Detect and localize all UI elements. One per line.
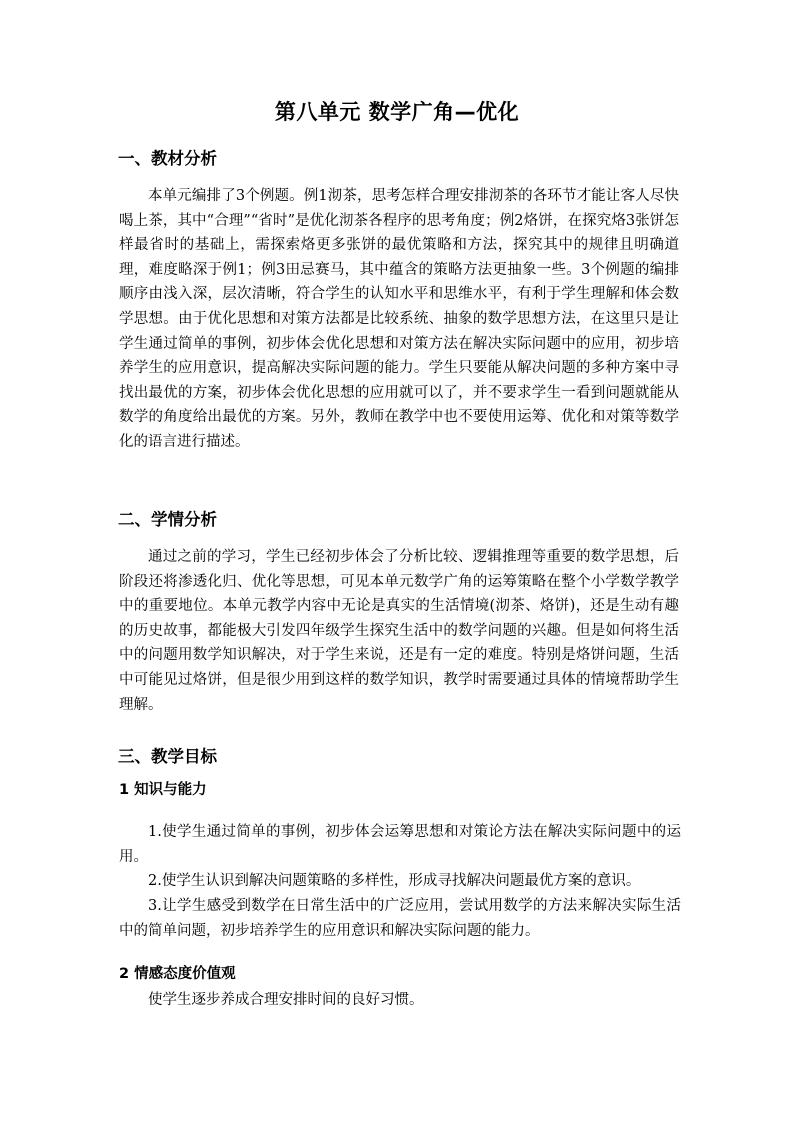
goal-item-2: 2.使学生认识到解决问题策略的多样性，形成寻找解决问题最优方案的意识。 bbox=[148, 873, 641, 889]
goal-item-attitude: 使学生逐步养成合理安排时间的良好习惯。 bbox=[148, 992, 424, 1008]
goal-item-3: 3.让学生感受到数学在日常生活中的广泛应用，尝试用数学的方法来解决实际生活中的简单问题，初步培养学生的应用意识和解决实际问题的能力。 bbox=[119, 898, 681, 939]
section-paragraph-student-analysis: 通过之前的学习，学生已经初步体会了分析比较、逻辑推理等重要的数学思想，后阶段还将渗透化归、优化等思想，可见本单元数学广角的运筹策略在整个小学数学教学中的重要地位。本单元教学内容中无论是真实的生活情境(沏茶、烙饼)，还是生动有趣的历史故事，都能极大引发四年级学生探究生活中的数学问题的兴趣。但是如何将生活中的问题用数学知识解决，对于学生来说，还是有一定的难度。特别是烙饼问题，生活中可能见过烙饼，但是很少用到这样的数学知识，教学时需要通过具体的情境帮助学生理解。 bbox=[119, 549, 679, 713]
subsection-heading-attitude-values: 2 情感态度价值观 bbox=[119, 966, 236, 982]
section-heading-textbook-analysis: 一、教材分析 bbox=[118, 149, 217, 168]
subsection-heading-knowledge-ability: 1 知识与能力 bbox=[119, 782, 207, 798]
section-heading-teaching-goals: 三、教学目标 bbox=[118, 747, 217, 766]
section-paragraph-textbook-analysis: 本单元编排了3个例题。例1沏茶，思考怎样合理安排沏茶的各环节才能让客人尽快喝上茶，其中“合理”“省时”是优化沏茶各程序的思考角度；例2烙饼，在探究烙3张饼怎样最省时的基础上，需探索烙更多张饼的最优策略和方法，探究其中的规律且明确道理，难度略深于例1；例3田忌赛马，其中蕴含的策略方法更抽象一些。3个例题的编排顺序由浅入深，层次清晰，符合学生的认知水平和思维水平，有利于学生理解和体会数学思想。由于优化思想和对策方法都是比较系统、抽象的数学思想方法，在这里只是让学生通过简单的事例，初步体会优化思想和对策方法在解决实际问题中的应用，初步培养学生的应用意识，提高解决实际问题的能力。学生只要能从解决问题的多种方案中寻找出最优的方案，初步体会优化思想的应用就可以了，并不要求学生一看到问题就能从数学的角度给出最优的方案。另外，教师在教学中也不要使用运筹、优化和对策等数学化的语言进行描述。 bbox=[119, 188, 679, 450]
section-heading-student-analysis: 二、学情分析 bbox=[118, 510, 217, 529]
goal-item-1: 1.使学生通过简单的事例，初步体会运筹思想和对策论方法在解决实际问题中的运用。 bbox=[119, 824, 681, 865]
page-title: 第八单元 数学广角—优化 bbox=[274, 100, 520, 124]
